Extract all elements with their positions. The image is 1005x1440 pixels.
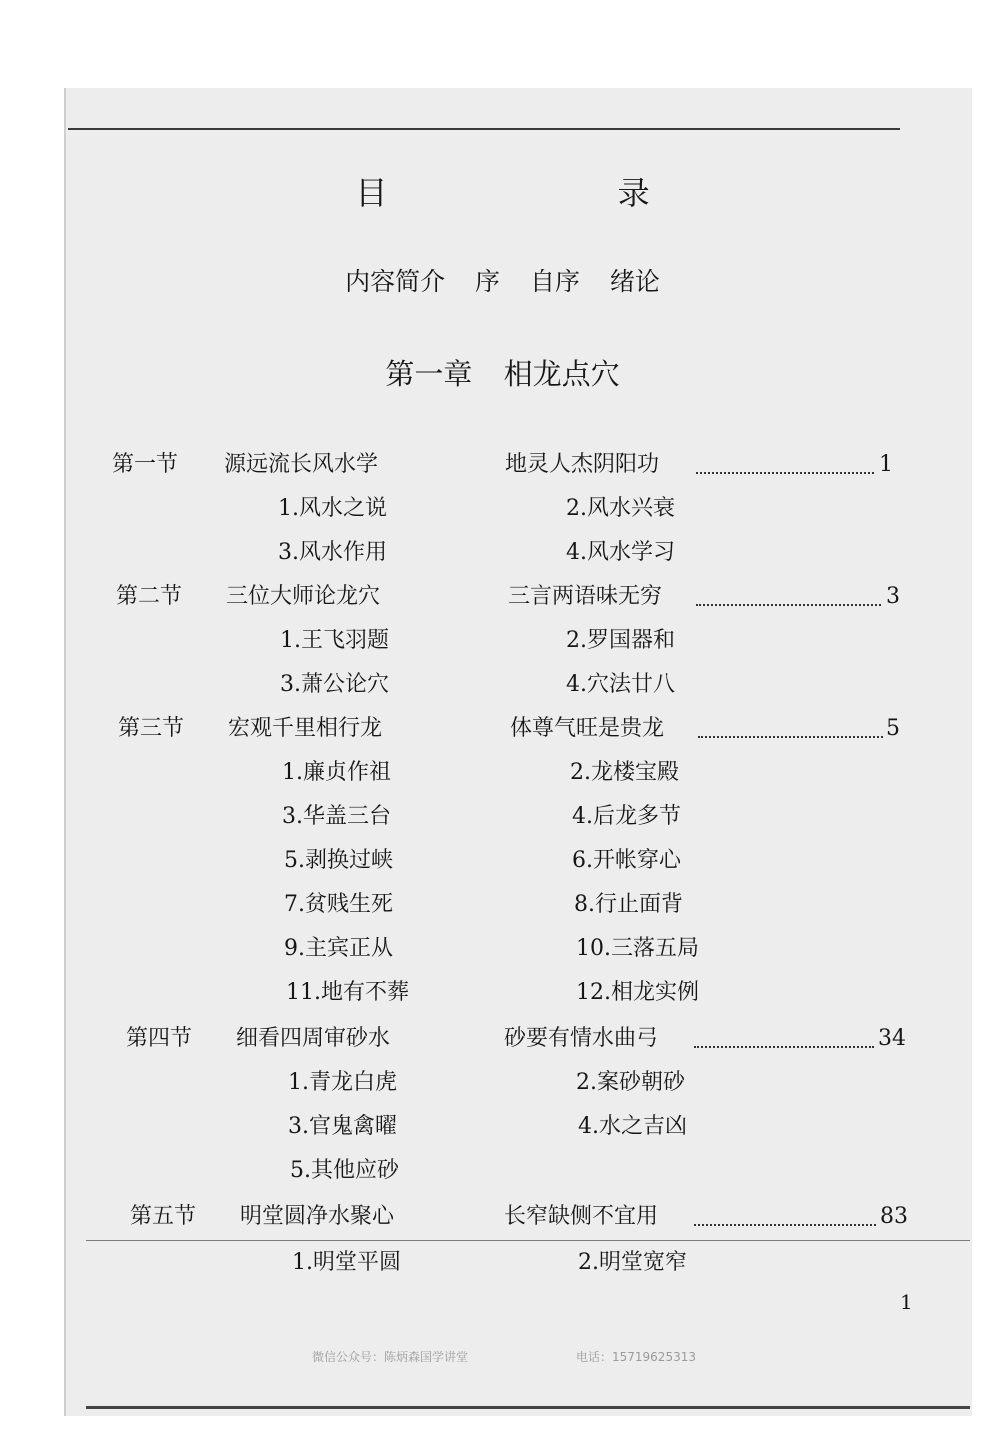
footer-phone: 电话：15719625313 — [576, 1350, 696, 1364]
toc-item: 3.华盖三台 — [282, 804, 391, 829]
toc-item: 3.萧公论穴 — [280, 672, 389, 697]
toc-item: 9.主宾正从 — [284, 936, 393, 961]
section-title: 细看四周审砂水 — [236, 1026, 391, 1051]
page-title: 目 录 — [355, 174, 760, 212]
section-subtitle: 砂要有情水曲弓 — [504, 1026, 659, 1051]
dot-leader — [696, 604, 881, 606]
section-title: 三位大师论龙穴 — [226, 584, 381, 609]
toc-item: 11.地有不葬 — [286, 980, 409, 1005]
toc-item: 1.廉贞作祖 — [282, 760, 391, 785]
toc-item: 4.风水学习 — [566, 540, 675, 565]
section-label: 第四节 — [126, 1026, 193, 1051]
dot-leader — [696, 472, 874, 474]
toc-item: 1.明堂平圆 — [292, 1250, 401, 1275]
section-subtitle: 三言两语味无穷 — [508, 584, 663, 609]
body-bottom-rule — [86, 1240, 970, 1241]
toc-item: 7.贫贱生死 — [284, 892, 393, 917]
section-page: 34 — [878, 1026, 906, 1051]
toc-item: 12.相龙实例 — [576, 980, 699, 1005]
toc-item: 2.罗国器和 — [566, 628, 675, 653]
toc-item: 4.水之吉凶 — [578, 1114, 687, 1139]
section-subtitle: 地灵人杰阴阳功 — [505, 452, 660, 477]
section-page: 83 — [880, 1204, 908, 1229]
section-subtitle: 体尊气旺是贵龙 — [510, 716, 665, 741]
toc-item: 2.风水兴衰 — [566, 496, 675, 521]
toc-item: 6.开帐穿心 — [572, 848, 681, 873]
section-page: 5 — [886, 716, 900, 741]
toc-item: 4.后龙多节 — [572, 804, 681, 829]
dot-leader — [694, 1046, 874, 1048]
toc-item: 10.三落五局 — [576, 936, 699, 961]
toc-item: 3.官鬼禽曜 — [288, 1114, 397, 1139]
section-label: 第二节 — [116, 584, 183, 609]
front-matter-line: 内容简介 序 自序 绪论 — [345, 267, 660, 296]
toc-item: 5.剥换过峡 — [284, 848, 393, 873]
page-number: 1 — [900, 1290, 913, 1314]
dot-leader — [698, 736, 883, 738]
section-title: 明堂圆净水聚心 — [240, 1204, 395, 1229]
toc-item: 1.风水之说 — [278, 496, 387, 521]
toc-item: 2.明堂宽窄 — [578, 1250, 687, 1275]
toc-item: 5.其他应砂 — [290, 1158, 399, 1183]
toc-item: 1.青龙白虎 — [288, 1070, 397, 1095]
toc-item: 2.案砂朝砂 — [576, 1070, 685, 1095]
page-edge-rule — [86, 1406, 970, 1409]
dot-leader — [694, 1224, 876, 1226]
toc-item: 8.行止面背 — [574, 892, 683, 917]
section-title: 源远流长风水学 — [224, 452, 379, 477]
header-rule — [68, 128, 900, 130]
toc-item: 2.龙楼宝殿 — [570, 760, 679, 785]
footer-wechat: 微信公众号：陈炳森国学讲堂 — [312, 1350, 469, 1364]
section-page: 3 — [886, 584, 900, 609]
section-label: 第一节 — [112, 452, 179, 477]
section-subtitle: 长窄缺侧不宜用 — [504, 1204, 659, 1229]
chapter-heading: 第一章 相龙点穴 — [385, 357, 620, 391]
section-page: 1 — [879, 452, 893, 477]
toc-item: 4.穴法廿八 — [566, 672, 675, 697]
section-label: 第三节 — [118, 716, 185, 741]
section-label: 第五节 — [130, 1204, 197, 1229]
section-title: 宏观千里相行龙 — [228, 716, 383, 741]
toc-item: 3.风水作用 — [278, 540, 387, 565]
toc-item: 1.王飞羽题 — [280, 628, 389, 653]
